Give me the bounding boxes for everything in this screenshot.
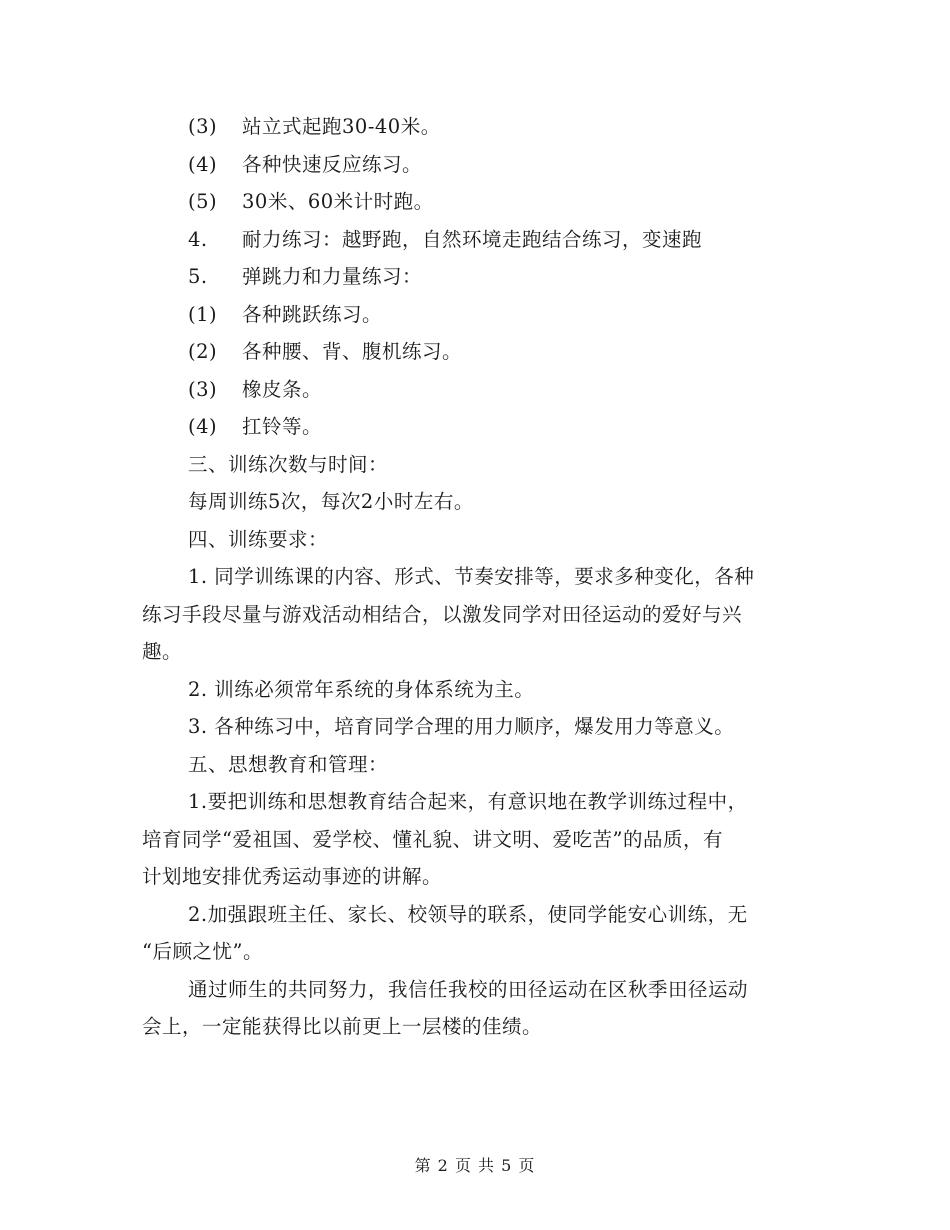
paragraph-line: “后顾之忧”。 (142, 940, 263, 963)
list-item (142, 221, 812, 259)
paragraph-line: 计划地安排优秀运动事迹的讲解。 (142, 865, 443, 888)
item-number: (4) (188, 415, 218, 438)
list-item (142, 183, 812, 221)
list-item (142, 296, 812, 334)
section-heading: 五、思想教育和管理： (188, 752, 389, 776)
document-body (142, 108, 812, 1046)
item-text: 30米、60米计时跑。 (242, 190, 434, 213)
item-text: 橡皮条。 (242, 377, 323, 401)
paragraph: 2. 训练必须常年系统的身体系统为主。 (188, 677, 535, 701)
item-number: (3) (188, 115, 218, 138)
item-number: (1) (188, 302, 218, 326)
item-number: 5. (188, 265, 208, 288)
paragraph-line: 培育同学“爱祖国、爱学校、懂礼貌、讲文明、爱吃苦”的品质，有 (142, 827, 723, 851)
item-number: (2) (188, 340, 218, 363)
item-text: 各种快速反应练习。 (242, 152, 423, 176)
list-item (142, 371, 812, 409)
list-item (142, 333, 812, 371)
paragraph: 每周训练5次，每次2小时左右。 (188, 490, 474, 513)
paragraph-line: 通过师生的共同努力，我信任我校的田径运动在区秋季田径运动 (188, 977, 749, 1001)
paragraph: 3. 各种练习中，培育同学合理的用力顺序，爆发用力等意义。 (188, 715, 735, 738)
item-text: 各种腰、背、腹机练习。 (242, 340, 463, 363)
paragraph-line: 2.加强跟班主任、家长、校领导的联系，使同学能安心训练，无 (188, 902, 748, 926)
list-item (142, 108, 812, 146)
paragraph-line: 会上，一定能获得比以前更上一层楼的佳绩。 (142, 1015, 543, 1038)
paragraph-line: 趣。 (142, 640, 183, 663)
paragraph-line: 练习手段尽量与游戏活动相结合，以激发同学对田径运动的爱好与兴 (142, 602, 743, 626)
item-text: 站立式起跑30-40米。 (242, 115, 441, 138)
item-text: 弹跳力和力量练习： (242, 265, 423, 288)
item-text: 扛铃等。 (242, 415, 323, 438)
paragraph-line: 1. 同学训练课的内容、形式、节奏安排等，要求多种变化，各种 (188, 565, 755, 588)
section-heading: 三、训练次数与时间： (188, 452, 389, 476)
item-number: (4) (188, 152, 218, 176)
list-item (142, 408, 812, 446)
page-number: 第 2 页 共 5 页 (414, 1156, 536, 1175)
item-text: 各种跳跃练习。 (242, 302, 383, 326)
section-heading: 四、训练要求： (188, 527, 329, 551)
paragraph-line: 1.要把训练和思想教育结合起来，有意识地在教学训练过程中， (188, 790, 748, 813)
item-number: (5) (188, 190, 218, 213)
item-text: 耐力练习：越野跑，自然环境走跑结合练习，变速跑 (242, 227, 703, 251)
item-number: 4. (188, 227, 208, 251)
item-number: (3) (188, 377, 218, 401)
list-item (142, 146, 812, 184)
list-item (142, 258, 812, 296)
